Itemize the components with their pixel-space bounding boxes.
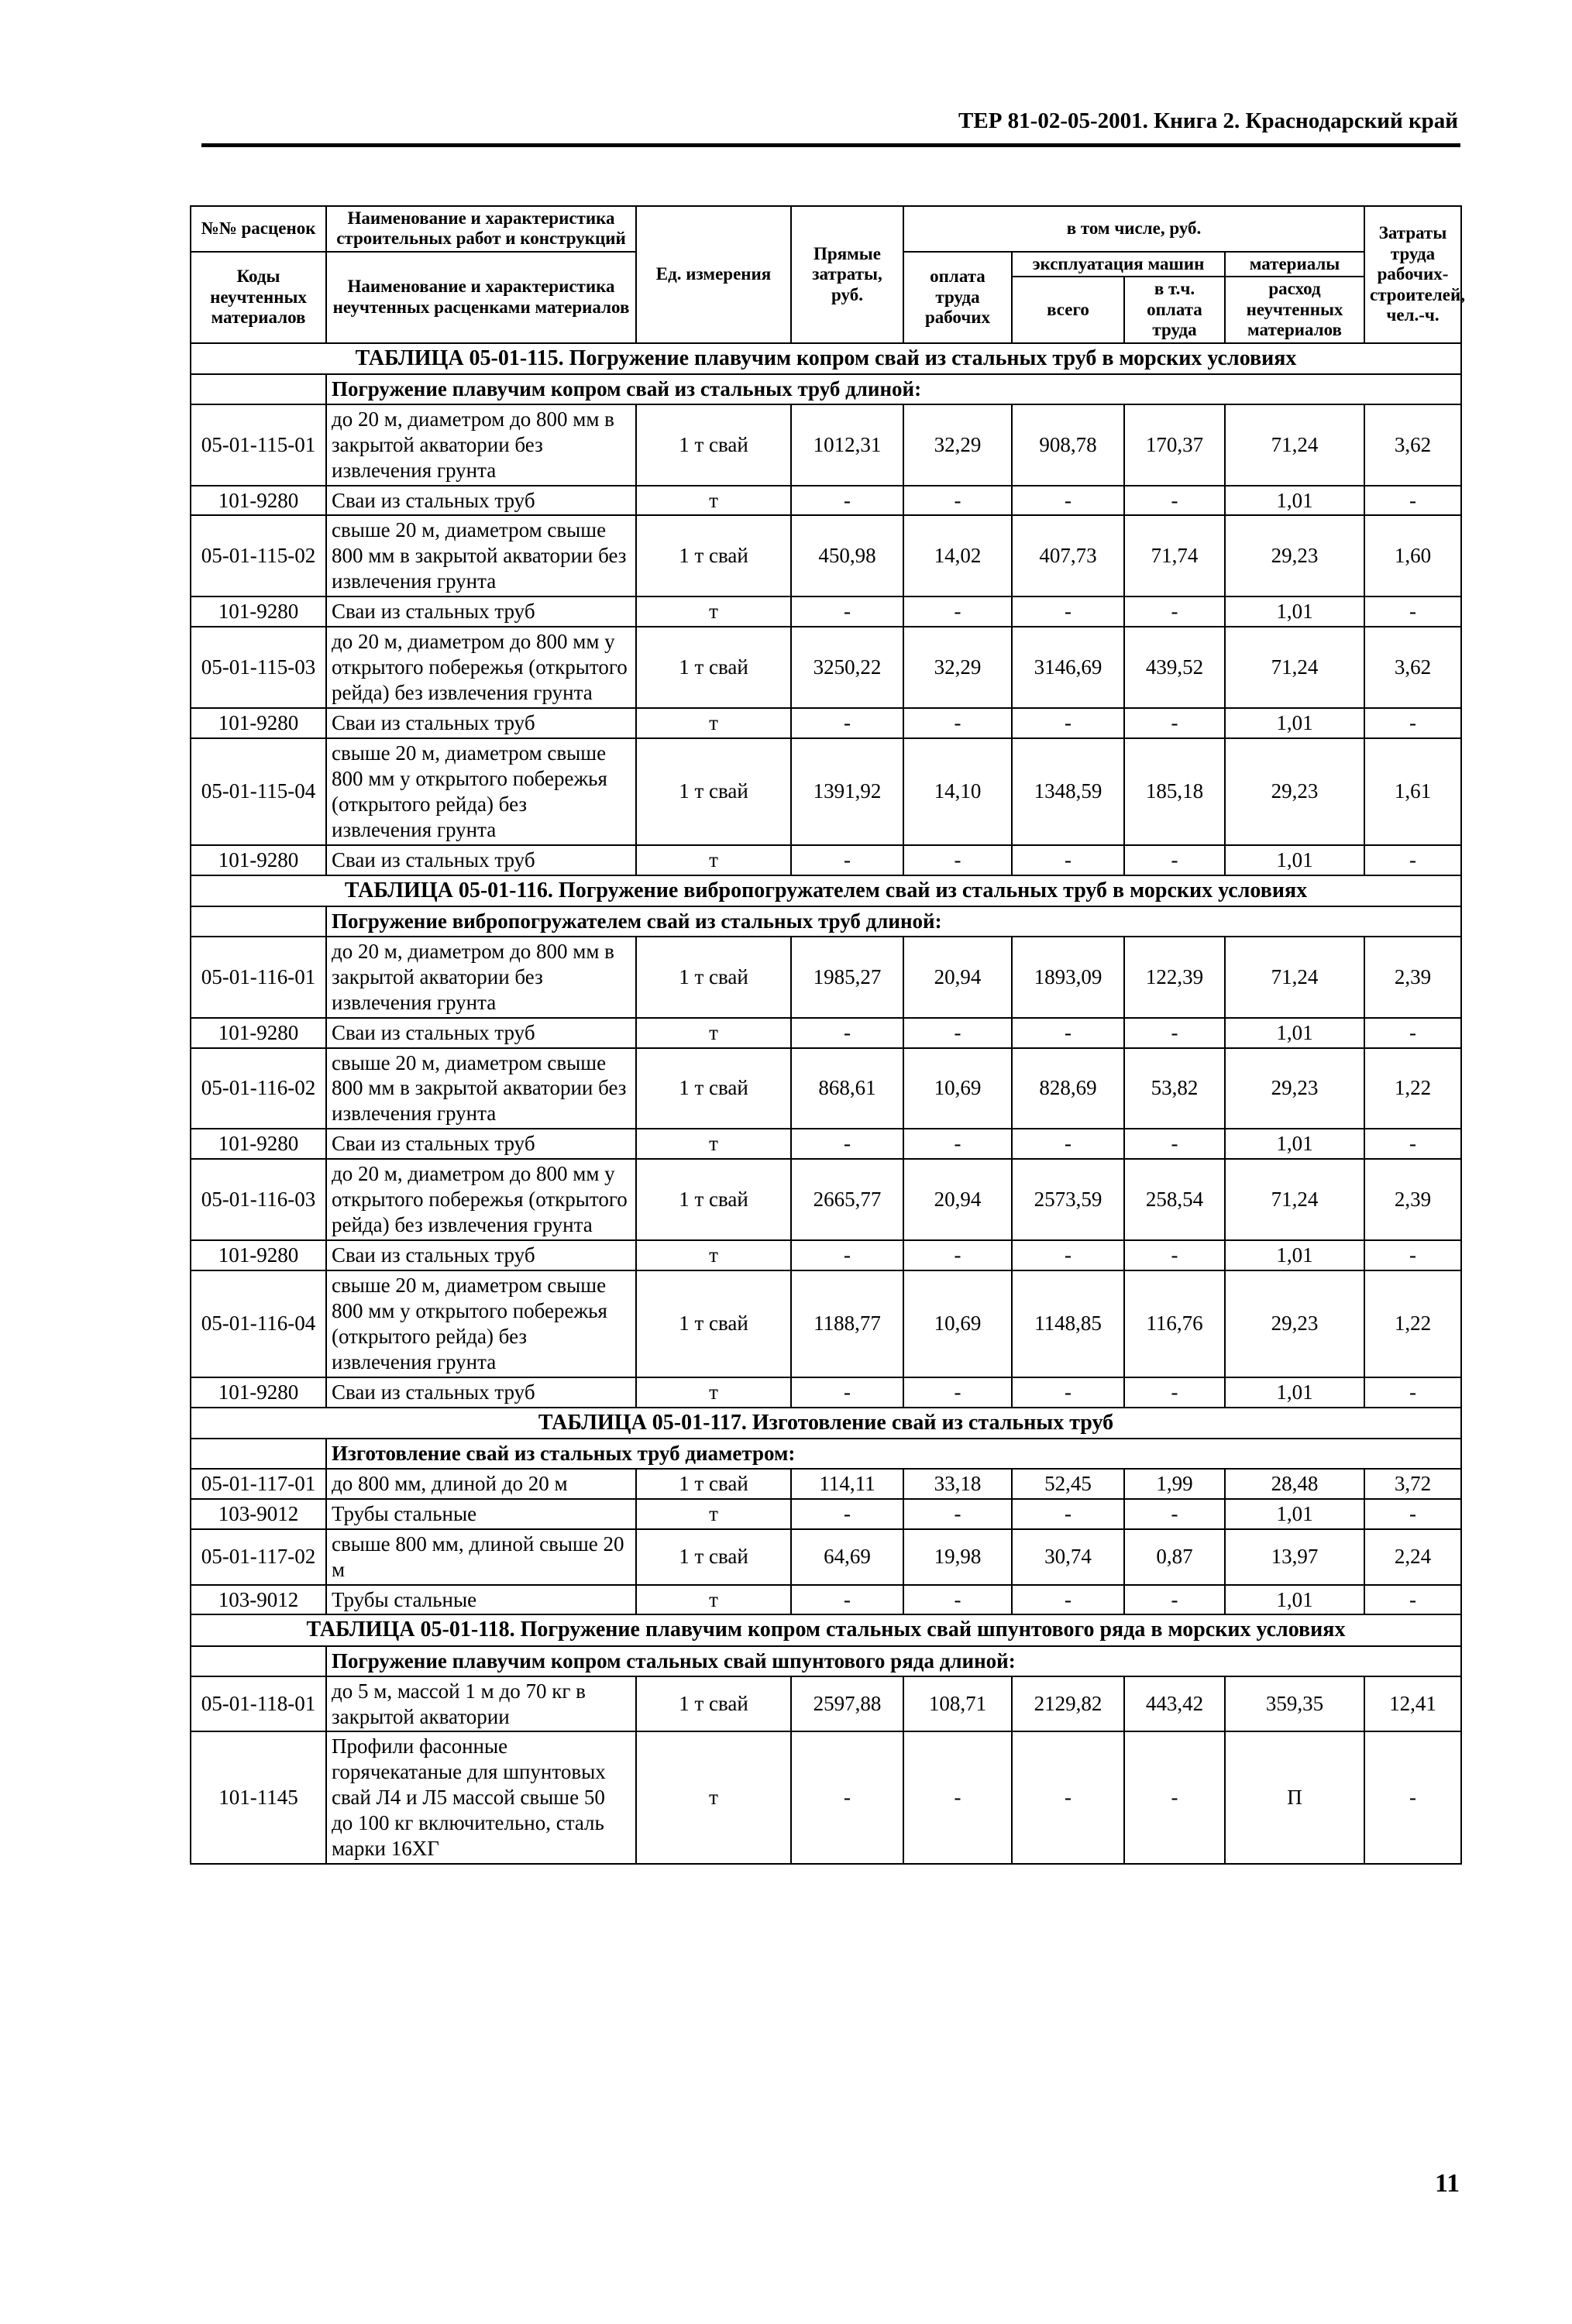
rate-code: 05-01-116-01 bbox=[191, 937, 326, 1018]
material-labor-pay: - bbox=[903, 596, 1012, 627]
rate-direct-cost: 1985,27 bbox=[791, 937, 903, 1018]
material-unit: т bbox=[636, 1499, 791, 1529]
rate-labor-cost: 2,24 bbox=[1364, 1529, 1461, 1585]
blank-cell bbox=[191, 906, 326, 937]
material-labor-cost: - bbox=[1364, 486, 1461, 516]
rate-name: до 20 м, диаметром до 800 мм у открытого побережья (открытого рейда) без извлечения грунта bbox=[326, 627, 636, 708]
rate-materials: 71,24 bbox=[1225, 1159, 1364, 1240]
material-row bbox=[191, 1129, 1461, 1159]
material-machines-total: - bbox=[1012, 486, 1124, 516]
rate-materials: 359,35 bbox=[1225, 1676, 1364, 1732]
material-code: 101-9280 bbox=[191, 596, 326, 627]
rate-row bbox=[191, 738, 1461, 845]
rate-direct-cost: 114,11 bbox=[791, 1469, 903, 1499]
rate-materials: 71,24 bbox=[1225, 404, 1364, 486]
rate-machines-pay: 170,37 bbox=[1124, 404, 1225, 486]
rate-machines-total: 30,74 bbox=[1012, 1529, 1124, 1585]
material-unit: т bbox=[636, 1731, 791, 1864]
rate-name: до 20 м, диаметром до 800 мм у открытого побережья (открытого рейда) без извлечения грунта bbox=[326, 1159, 636, 1240]
section-subtitle-row bbox=[191, 1646, 1461, 1676]
col-incl-header: в том числе, руб. bbox=[903, 206, 1364, 252]
section-subtitle: Погружение плавучим копром свай из стальных труб длиной: bbox=[326, 374, 1461, 404]
section-title bbox=[191, 875, 1461, 906]
rate-direct-cost: 2665,77 bbox=[791, 1159, 903, 1240]
section-label: ТАБЛИЦА 05-01-115. bbox=[355, 346, 564, 370]
rate-unit: 1 т свай bbox=[636, 1529, 791, 1585]
material-machines-total: - bbox=[1012, 845, 1124, 875]
material-labor-pay: - bbox=[903, 845, 1012, 875]
col-name-header: Наименование и характеристика строительных работ и конструкций bbox=[326, 206, 636, 252]
rate-name: до 20 м, диаметром до 800 мм в закрытой акватории без извлечения грунта bbox=[326, 404, 636, 486]
rate-code: 05-01-115-04 bbox=[191, 738, 326, 845]
material-code: 103-9012 bbox=[191, 1499, 326, 1529]
rate-name: свыше 20 м, диаметром свыше 800 мм у открытого побережья (открытого рейда) без извлечения грунта bbox=[326, 738, 636, 845]
material-labor-cost: - bbox=[1364, 1018, 1461, 1048]
rate-materials: 29,23 bbox=[1225, 515, 1364, 596]
col-materials-header: материалы bbox=[1225, 252, 1364, 277]
rate-labor-pay: 14,10 bbox=[903, 738, 1012, 845]
rate-row bbox=[191, 1469, 1461, 1499]
rate-labor-cost: 2,39 bbox=[1364, 937, 1461, 1018]
col-unit-header: Ед. измерения bbox=[636, 206, 791, 343]
rate-unit: 1 т свай bbox=[636, 515, 791, 596]
rate-row bbox=[191, 1529, 1461, 1585]
material-name: Сваи из стальных труб bbox=[326, 596, 636, 627]
rate-labor-pay: 20,94 bbox=[903, 937, 1012, 1018]
material-unit: т bbox=[636, 708, 791, 738]
material-unit: т bbox=[636, 1129, 791, 1159]
section-subtitle-row bbox=[191, 374, 1461, 404]
rate-machines-total: 1148,85 bbox=[1012, 1270, 1124, 1377]
rate-code: 05-01-115-02 bbox=[191, 515, 326, 596]
rate-labor-cost: 1,61 bbox=[1364, 738, 1461, 845]
material-direct-cost: - bbox=[791, 1585, 903, 1615]
material-code: 101-9280 bbox=[191, 1018, 326, 1048]
rate-materials: 71,24 bbox=[1225, 937, 1364, 1018]
rate-machines-pay: 71,74 bbox=[1124, 515, 1225, 596]
rate-labor-pay: 14,02 bbox=[903, 515, 1012, 596]
blank-cell bbox=[191, 1646, 326, 1676]
material-row bbox=[191, 1018, 1461, 1048]
rate-code: 05-01-117-02 bbox=[191, 1529, 326, 1585]
material-labor-pay: - bbox=[903, 1585, 1012, 1615]
material-labor-pay: - bbox=[903, 1499, 1012, 1529]
rate-direct-cost: 1188,77 bbox=[791, 1270, 903, 1377]
rate-code: 05-01-116-04 bbox=[191, 1270, 326, 1377]
material-unit: т bbox=[636, 1585, 791, 1615]
material-consumption: 1,01 bbox=[1225, 596, 1364, 627]
rate-row bbox=[191, 515, 1461, 596]
col-materials-unacc-header: расход неучтенных материалов bbox=[1225, 277, 1364, 342]
material-consumption: 1,01 bbox=[1225, 486, 1364, 516]
rate-machines-total: 828,69 bbox=[1012, 1048, 1124, 1129]
rate-machines-pay: 0,87 bbox=[1124, 1529, 1225, 1585]
col-machines-header: эксплуатация машин bbox=[1012, 252, 1225, 277]
rate-unit: 1 т свай bbox=[636, 1159, 791, 1240]
material-name: Сваи из стальных труб bbox=[326, 486, 636, 516]
rate-row bbox=[191, 937, 1461, 1018]
rate-machines-pay: 185,18 bbox=[1124, 738, 1225, 845]
material-consumption: П bbox=[1225, 1731, 1364, 1864]
rate-labor-pay: 10,69 bbox=[903, 1270, 1012, 1377]
material-machines-total: - bbox=[1012, 1585, 1124, 1615]
rate-labor-pay: 19,98 bbox=[903, 1529, 1012, 1585]
material-row bbox=[191, 1499, 1461, 1529]
rate-direct-cost: 2597,88 bbox=[791, 1676, 903, 1732]
rate-labor-cost: 1,60 bbox=[1364, 515, 1461, 596]
material-consumption: 1,01 bbox=[1225, 845, 1364, 875]
rate-labor-cost: 1,22 bbox=[1364, 1270, 1461, 1377]
rate-unit: 1 т свай bbox=[636, 1469, 791, 1499]
material-row bbox=[191, 1240, 1461, 1270]
material-unit: т bbox=[636, 486, 791, 516]
material-consumption: 1,01 bbox=[1225, 1240, 1364, 1270]
material-labor-cost: - bbox=[1364, 1240, 1461, 1270]
material-machines-total: - bbox=[1012, 1018, 1124, 1048]
material-machines-pay: - bbox=[1124, 1499, 1225, 1529]
material-machines-total: - bbox=[1012, 1499, 1124, 1529]
rate-direct-cost: 1391,92 bbox=[791, 738, 903, 845]
material-row bbox=[191, 1377, 1461, 1408]
material-code: 101-9280 bbox=[191, 845, 326, 875]
material-machines-pay: - bbox=[1124, 486, 1225, 516]
rate-machines-total: 3146,69 bbox=[1012, 627, 1124, 708]
material-direct-cost: - bbox=[791, 1018, 903, 1048]
section-label: ТАБЛИЦА 05-01-117. bbox=[538, 1410, 747, 1435]
material-labor-cost: - bbox=[1364, 1585, 1461, 1615]
material-code: 103-9012 bbox=[191, 1585, 326, 1615]
material-unit: т bbox=[636, 1240, 791, 1270]
material-machines-pay: - bbox=[1124, 1731, 1225, 1864]
material-name: Трубы стальные bbox=[326, 1585, 636, 1615]
section-subtitle: Погружение вибропогружателем свай из стальных труб длиной: bbox=[326, 906, 1461, 937]
running-header: ТЕР 81-02-05-2001. Книга 2. Краснодарский край bbox=[958, 108, 1458, 133]
col-machines-total-header: всего bbox=[1012, 277, 1124, 342]
rate-code: 05-01-116-03 bbox=[191, 1159, 326, 1240]
material-labor-pay: - bbox=[903, 1018, 1012, 1048]
material-name: Сваи из стальных труб bbox=[326, 708, 636, 738]
material-name: Сваи из стальных труб bbox=[326, 1240, 636, 1270]
material-labor-cost: - bbox=[1364, 845, 1461, 875]
col-labor-pay-header: оплата труда рабочих bbox=[903, 252, 1012, 343]
rate-code: 05-01-116-02 bbox=[191, 1048, 326, 1129]
rate-row bbox=[191, 1048, 1461, 1129]
material-machines-total: - bbox=[1012, 708, 1124, 738]
rate-direct-cost: 1012,31 bbox=[791, 404, 903, 486]
rate-unit: 1 т свай bbox=[636, 738, 791, 845]
material-name: Профили фасонные горячекатаные для шпунтовых свай Л4 и Л5 массой свыше 50 до 100 кг включительно, сталь марки 16ХГ bbox=[326, 1731, 636, 1864]
material-unit: т bbox=[636, 1377, 791, 1408]
material-name: Сваи из стальных труб bbox=[326, 1129, 636, 1159]
rate-direct-cost: 450,98 bbox=[791, 515, 903, 596]
col-direct-header: Прямые затраты, руб. bbox=[791, 206, 903, 343]
material-direct-cost: - bbox=[791, 1240, 903, 1270]
material-labor-pay: - bbox=[903, 1377, 1012, 1408]
rate-direct-cost: 868,61 bbox=[791, 1048, 903, 1129]
material-labor-pay: - bbox=[903, 1240, 1012, 1270]
material-labor-pay: - bbox=[903, 1731, 1012, 1864]
rate-name: свыше 20 м, диаметром свыше 800 мм в закрытой акватории без извлечения грунта bbox=[326, 1048, 636, 1129]
material-labor-pay: - bbox=[903, 1129, 1012, 1159]
section-title-row bbox=[191, 1408, 1461, 1439]
rate-materials: 71,24 bbox=[1225, 627, 1364, 708]
blank-cell bbox=[191, 374, 326, 404]
material-row bbox=[191, 1731, 1461, 1864]
col-unacc-code-header: Коды неучтенных материалов bbox=[191, 252, 326, 343]
material-unit: т bbox=[636, 1018, 791, 1048]
col-unacc-name-header: Наименование и характеристика неучтенных расценками материалов bbox=[326, 252, 636, 343]
rate-labor-cost: 3,72 bbox=[1364, 1469, 1461, 1499]
section-subtitle: Погружение плавучим копром стальных свай шпунтового ряда длиной: bbox=[326, 1646, 1461, 1676]
rate-machines-pay: 116,76 bbox=[1124, 1270, 1225, 1377]
material-code: 101-9280 bbox=[191, 1129, 326, 1159]
material-labor-pay: - bbox=[903, 486, 1012, 516]
rate-direct-cost: 64,69 bbox=[791, 1529, 903, 1585]
section-title-row bbox=[191, 343, 1461, 374]
section-subtitle-row bbox=[191, 1439, 1461, 1469]
rate-labor-cost: 3,62 bbox=[1364, 404, 1461, 486]
rate-row bbox=[191, 1676, 1461, 1732]
rate-machines-total: 1893,09 bbox=[1012, 937, 1124, 1018]
rate-unit: 1 т свай bbox=[636, 1270, 791, 1377]
section-title bbox=[191, 343, 1461, 374]
rate-row bbox=[191, 1159, 1461, 1240]
rate-name: до 800 мм, длиной до 20 м bbox=[326, 1469, 636, 1499]
material-name: Сваи из стальных труб bbox=[326, 845, 636, 875]
material-direct-cost: - bbox=[791, 1731, 903, 1864]
rate-labor-cost: 12,41 bbox=[1364, 1676, 1461, 1732]
rate-labor-cost: 2,39 bbox=[1364, 1159, 1461, 1240]
rate-materials: 13,97 bbox=[1225, 1529, 1364, 1585]
material-name: Сваи из стальных труб bbox=[326, 1377, 636, 1408]
rate-name: до 5 м, массой 1 м до 70 кг в закрытой акватории bbox=[326, 1676, 636, 1732]
section-title-text: Погружение плавучим копром стальных свай шпунтового ряда в морских условиях bbox=[520, 1618, 1346, 1642]
rate-machines-total: 2129,82 bbox=[1012, 1676, 1124, 1732]
rate-labor-pay: 10,69 bbox=[903, 1048, 1012, 1129]
section-title bbox=[191, 1614, 1461, 1645]
blank-cell bbox=[191, 1439, 326, 1469]
rate-machines-pay: 258,54 bbox=[1124, 1159, 1225, 1240]
section-subtitle: Изготовление свай из стальных труб диаметром: bbox=[326, 1439, 1461, 1469]
rate-machines-total: 52,45 bbox=[1012, 1469, 1124, 1499]
material-direct-cost: - bbox=[791, 1499, 903, 1529]
section-title-row bbox=[191, 1614, 1461, 1645]
material-code: 101-9280 bbox=[191, 708, 326, 738]
rate-name: свыше 800 мм, длиной свыше 20 м bbox=[326, 1529, 636, 1585]
rate-code: 05-01-118-01 bbox=[191, 1676, 326, 1732]
rate-unit: 1 т свай bbox=[636, 937, 791, 1018]
section-label: ТАБЛИЦА 05-01-118. bbox=[306, 1618, 515, 1642]
rate-name: свыше 20 м, диаметром свыше 800 мм в закрытой акватории без извлечения грунта bbox=[326, 515, 636, 596]
material-consumption: 1,01 bbox=[1225, 1585, 1364, 1615]
col-labor-cost-header: Затраты труда рабочих-строителей, чел.-ч. bbox=[1364, 206, 1461, 343]
section-title bbox=[191, 1408, 1461, 1439]
material-machines-pay: - bbox=[1124, 596, 1225, 627]
material-labor-cost: - bbox=[1364, 1129, 1461, 1159]
material-machines-pay: - bbox=[1124, 1129, 1225, 1159]
rate-unit: 1 т свай bbox=[636, 404, 791, 486]
rate-labor-pay: 33,18 bbox=[903, 1469, 1012, 1499]
section-subtitle-row bbox=[191, 906, 1461, 937]
material-machines-pay: - bbox=[1124, 1018, 1225, 1048]
rate-materials: 29,23 bbox=[1225, 738, 1364, 845]
material-direct-cost: - bbox=[791, 1129, 903, 1159]
material-code: 101-9280 bbox=[191, 486, 326, 516]
rate-labor-pay: 32,29 bbox=[903, 627, 1012, 708]
rate-materials: 28,48 bbox=[1225, 1469, 1364, 1499]
rate-machines-pay: 53,82 bbox=[1124, 1048, 1225, 1129]
col-machines-pay-header: в т.ч. оплата труда bbox=[1124, 277, 1225, 342]
rate-unit: 1 т свай bbox=[636, 1048, 791, 1129]
material-labor-cost: - bbox=[1364, 1377, 1461, 1408]
material-labor-cost: - bbox=[1364, 1731, 1461, 1864]
material-machines-pay: - bbox=[1124, 1377, 1225, 1408]
section-title-text: Изготовление свай из стальных труб bbox=[752, 1410, 1114, 1435]
rate-labor-cost: 1,22 bbox=[1364, 1048, 1461, 1129]
section-label: ТАБЛИЦА 05-01-116. bbox=[344, 878, 553, 902]
rate-direct-cost: 3250,22 bbox=[791, 627, 903, 708]
material-machines-pay: - bbox=[1124, 1585, 1225, 1615]
material-direct-cost: - bbox=[791, 708, 903, 738]
rate-row bbox=[191, 627, 1461, 708]
material-row bbox=[191, 486, 1461, 516]
material-labor-pay: - bbox=[903, 708, 1012, 738]
rate-name: свыше 20 м, диаметром свыше 800 мм у открытого побережья (открытого рейда) без извлечения грунта bbox=[326, 1270, 636, 1377]
header-rule bbox=[201, 143, 1460, 147]
material-unit: т bbox=[636, 845, 791, 875]
price-table bbox=[190, 205, 1465, 1865]
rate-machines-total: 2573,59 bbox=[1012, 1159, 1124, 1240]
material-consumption: 1,01 bbox=[1225, 1129, 1364, 1159]
material-machines-total: - bbox=[1012, 1129, 1124, 1159]
rate-materials: 29,23 bbox=[1225, 1048, 1364, 1129]
material-machines-pay: - bbox=[1124, 708, 1225, 738]
rate-machines-total: 908,78 bbox=[1012, 404, 1124, 486]
col-code-header: №№ расценок bbox=[191, 206, 326, 252]
section-title-text: Погружение плавучим копром свай из стальных труб в морских условиях bbox=[569, 346, 1297, 370]
rate-machines-pay: 439,52 bbox=[1124, 627, 1225, 708]
material-row bbox=[191, 1585, 1461, 1615]
material-consumption: 1,01 bbox=[1225, 1018, 1364, 1048]
material-direct-cost: - bbox=[791, 486, 903, 516]
rate-unit: 1 т свай bbox=[636, 1676, 791, 1732]
material-consumption: 1,01 bbox=[1225, 1499, 1364, 1529]
rate-labor-pay: 20,94 bbox=[903, 1159, 1012, 1240]
rate-code: 05-01-115-01 bbox=[191, 404, 326, 486]
rate-machines-pay: 122,39 bbox=[1124, 937, 1225, 1018]
material-unit: т bbox=[636, 596, 791, 627]
material-machines-pay: - bbox=[1124, 845, 1225, 875]
material-machines-total: - bbox=[1012, 1377, 1124, 1408]
rate-labor-pay: 108,71 bbox=[903, 1676, 1012, 1732]
material-labor-cost: - bbox=[1364, 708, 1461, 738]
table-body bbox=[191, 343, 1461, 1865]
rate-materials: 29,23 bbox=[1225, 1270, 1364, 1377]
rate-code: 05-01-117-01 bbox=[191, 1469, 326, 1499]
material-code: 101-9280 bbox=[191, 1377, 326, 1408]
rate-name: до 20 м, диаметром до 800 мм в закрытой акватории без извлечения грунта bbox=[326, 937, 636, 1018]
rate-row bbox=[191, 404, 1461, 486]
rate-unit: 1 т свай bbox=[636, 627, 791, 708]
section-title-text: Погружение вибропогружателем свай из стальных труб в морских условиях bbox=[558, 878, 1308, 902]
material-labor-cost: - bbox=[1364, 1499, 1461, 1529]
material-code: 101-9280 bbox=[191, 1240, 326, 1270]
rate-machines-pay: 1,99 bbox=[1124, 1469, 1225, 1499]
rate-labor-cost: 3,62 bbox=[1364, 627, 1461, 708]
material-machines-total: - bbox=[1012, 1240, 1124, 1270]
material-direct-cost: - bbox=[791, 845, 903, 875]
material-row bbox=[191, 845, 1461, 875]
rate-code: 05-01-115-03 bbox=[191, 627, 326, 708]
material-machines-pay: - bbox=[1124, 1240, 1225, 1270]
material-direct-cost: - bbox=[791, 596, 903, 627]
page-number: 11 bbox=[1435, 2169, 1460, 2198]
material-machines-total: - bbox=[1012, 1731, 1124, 1864]
material-machines-total: - bbox=[1012, 596, 1124, 627]
rate-machines-total: 1348,59 bbox=[1012, 738, 1124, 845]
material-row bbox=[191, 708, 1461, 738]
rate-machines-total: 407,73 bbox=[1012, 515, 1124, 596]
material-name: Сваи из стальных труб bbox=[326, 1018, 636, 1048]
section-title-row bbox=[191, 875, 1461, 906]
material-code: 101-1145 bbox=[191, 1731, 326, 1864]
material-row bbox=[191, 596, 1461, 627]
rate-machines-pay: 443,42 bbox=[1124, 1676, 1225, 1732]
rate-labor-pay: 32,29 bbox=[903, 404, 1012, 486]
material-name: Трубы стальные bbox=[326, 1499, 636, 1529]
rate-row bbox=[191, 1270, 1461, 1377]
material-labor-cost: - bbox=[1364, 596, 1461, 627]
material-consumption: 1,01 bbox=[1225, 1377, 1364, 1408]
material-direct-cost: - bbox=[791, 1377, 903, 1408]
material-consumption: 1,01 bbox=[1225, 708, 1364, 738]
